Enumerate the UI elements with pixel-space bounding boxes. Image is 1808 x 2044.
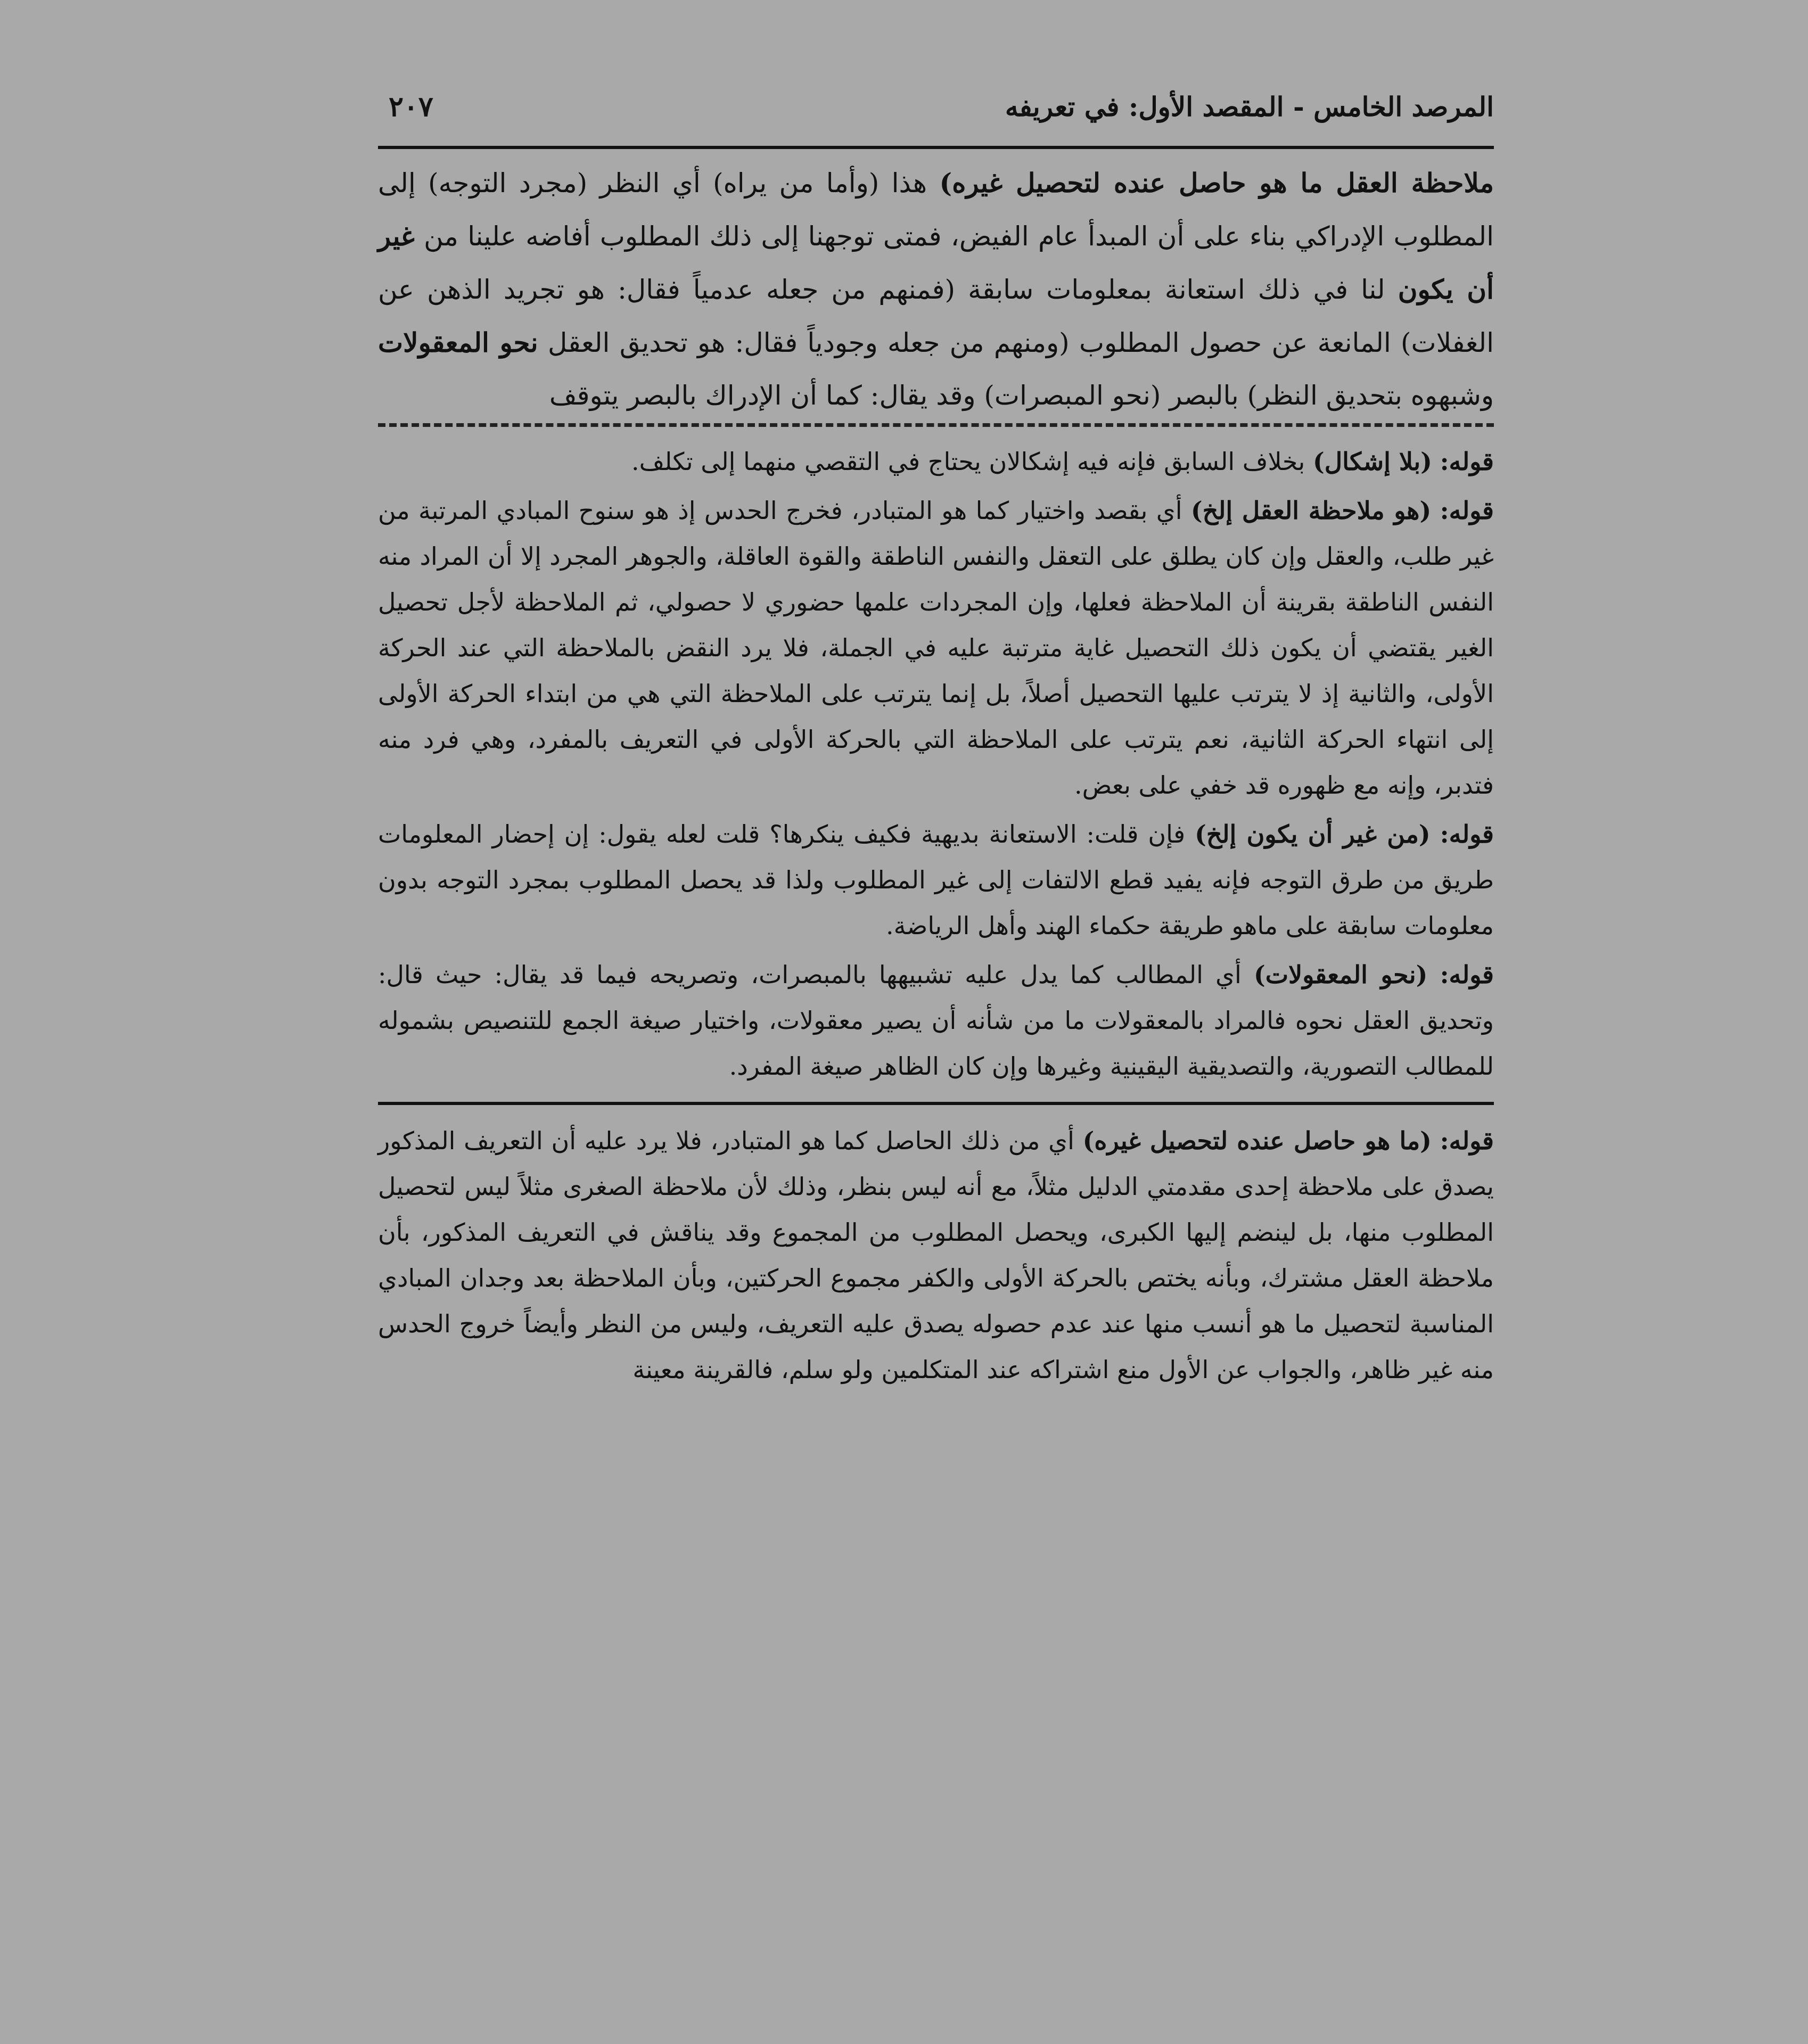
footnote-lead: قوله: (1440, 1126, 1494, 1155)
commentary-paragraph (378, 488, 1494, 808)
dashed-separator (378, 423, 1494, 427)
footnote-quote: (ما هو حاصل عنده لتحصيل غيره) (1082, 1126, 1432, 1155)
footnote-section (378, 1118, 1494, 1392)
commentary-quote: (نحو المعقولات) (1253, 960, 1428, 989)
running-header (378, 90, 1494, 149)
commentary-text: بخلاف السابق فإنه فيه إشكالان يحتاج في التقصي منهما إلى تكلف. (631, 447, 1313, 476)
book-page (378, 90, 1494, 1392)
main-text-run: وشبهوه بتحديق النظر) بالبصر (نحو المبصرات) وقد يقال: كما أن الإدراك بالبصر يتوقف (549, 380, 1494, 411)
commentary-quote: (بلا إشكال) (1312, 447, 1432, 476)
footnote-separator (378, 1102, 1494, 1105)
commentary-paragraph (378, 439, 1494, 484)
commentary-quote: (هو ملاحظة العقل إلخ) (1190, 496, 1432, 525)
running-title: المرصد الخامس - المقصد الأول: في تعريفه (1005, 91, 1494, 122)
commentary-lead: قوله: (1440, 960, 1494, 989)
main-bold-phrase: ملاحظة العقل ما هو حاصل عنده لتحصيل غيره) (939, 167, 1494, 199)
commentary-paragraph (378, 811, 1494, 949)
main-text-run: هذا (وأما من يراه) أي النظر (مجرد التوجه) إلى المطلوب الإدراكي بناء على أن المبدأ عام الفيض، فمتى توجهنا إلى ذلك المطلوب أفاضه علينا من (378, 168, 1494, 252)
main-text (378, 156, 1494, 422)
commentary-paragraph (378, 952, 1494, 1089)
main-paragraph (378, 156, 1494, 422)
commentary-lead: قوله: (1440, 496, 1494, 525)
footnote-paragraph (378, 1118, 1494, 1392)
main-bold-phrase: غير أن يكون (378, 220, 1494, 305)
main-bold-phrase: نحو المعقولات (378, 327, 538, 358)
commentary-lead: قوله: (1440, 820, 1494, 848)
commentary-text: أي بقصد واختيار كما هو المتبادر، فخرج الحدس إذ هو سنوح المبادي المرتبة من غير طلب، والعقل وإن كان يطلق على التعقل والنفس الناطقة والقوة العاقلة، والجوهر المجرد إلا أن المراد منه النفس الناطقة بقرينة أن الملاحظة فعلها، وإن المجردات علمها حضوري لا حصولي، ثم الملاحظة لأجل تحصيل الغير يقتضي أن يكون ذلك التحصيل غاية مترتبة عليه في الجملة، فلا يرد النقض بالملاحظة التي عند الحركة الأولى، والثانية إذ لا يترتب عليها التحصيل أصلاً، بل إنما يترتب على الملاحظة التي هي من ابتداء الحركة الأولى إلى انتهاء الحركة الثانية، نعم يترتب على الملاحظة التي بالحركة الأولى في التعريف بالمفرد، وهي فرد منه فتدبر، وإنه مع ظهوره قد خفي على بعض. (378, 496, 1494, 800)
commentary-text: أي المطالب كما يدل عليه تشبيهها بالمبصرات، وتصريحه فيما قد يقال: حيث قال: وتحديق العقل نحوه فالمراد بالمعقولات ما من شأنه أن يصير معقولات، واختيار صيغة الجمع للتنصيص بشموله للمطالب التصورية، والتصديقية اليقينية وغيرها وإن كان الظاهر صيغة المفرد. (378, 960, 1494, 1081)
commentary-quote: (من غير أن يكون إلخ) (1195, 820, 1431, 848)
commentary-section (378, 439, 1494, 1089)
page-number: ٢٠٧ (389, 90, 433, 123)
commentary-lead: قوله: (1440, 447, 1494, 476)
main-text-run: لنا في ذلك استعانة بمعلومات سابقة (فمنهم من جعله عدمياً فقال: هو تجريد الذهن عن الغفلات) المانعة عن حصول المطلوب (ومنهم من جعله وجودياً فقال: هو تحديق العقل (378, 274, 1494, 358)
footnote-text: أي من ذلك الحاصل كما هو المتبادر، فلا يرد عليه أن التعريف المذكور يصدق على ملاحظة إحدى مقدمتي الدليل مثلاً، مع أنه ليس بنظر، وذلك لأن ملاحظة الصغرى مثلاً ليس لتحصيل المطلوب منها، بل لينضم إليها الكبرى، ويحصل المطلوب من المجموع وقد يناقش في التعريف المذكور، بأن ملاحظة العقل مشترك، وبأنه يختص بالحركة الأولى والكفر مجموع الحركتين، وبأن الملاحظة بعد وجدان المبادي المناسبة لتحصيل ما هو أنسب منها عند عدم حصوله يصدق عليه التعريف، وليس من النظر وأيضاً خروج الحدس منه غير ظاهر، والجواب عن الأول منع اشتراكه عند المتكلمين ولو سلم، فالقرينة معينة (378, 1126, 1494, 1384)
commentary-text: فإن قلت: الاستعانة بديهية فكيف ينكرها؟ قلت لعله يقول: إن إحضار المعلومات طريق من طرق التوجه فإنه يفيد قطع الالتفات إلى غير المطلوب ولذا قد يحصل المطلوب بمجرد التوجه بدون معلومات سابقة على ماهو طريقة حكماء الهند وأهل الرياضة. (378, 820, 1494, 940)
